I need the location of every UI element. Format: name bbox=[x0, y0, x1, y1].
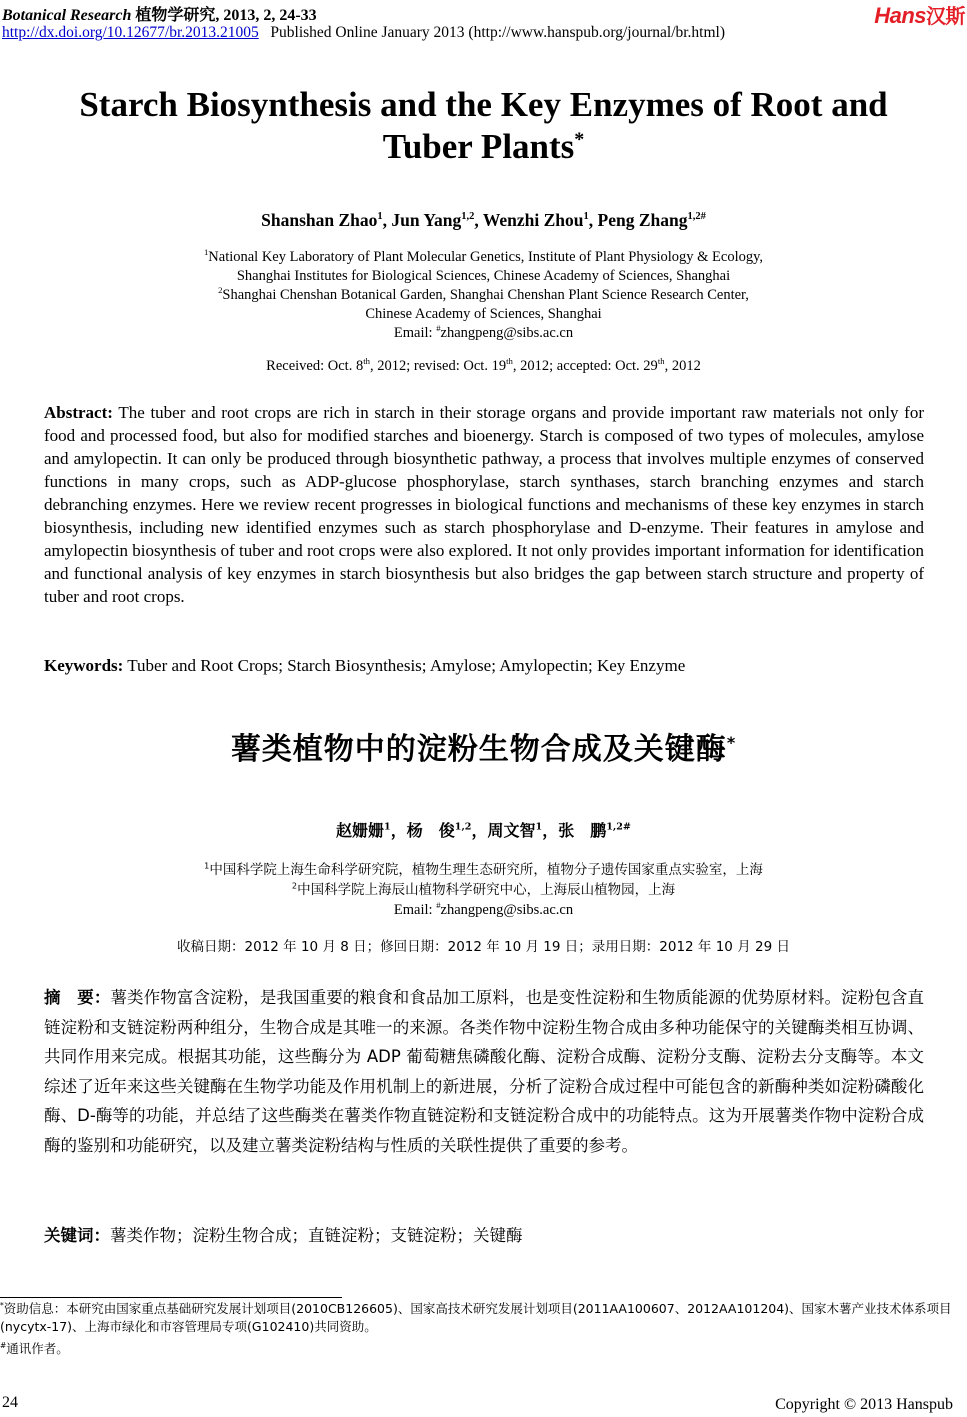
footnote-mark: # bbox=[0, 1340, 7, 1350]
author-separator: ， bbox=[542, 821, 559, 840]
email-label: Email: bbox=[393, 325, 437, 341]
author: Wenzhi Zhou bbox=[482, 210, 584, 230]
affil-2-line1: Shanghai Chenshan Botanical Garden, Shanghai Chenshan Plant Science Research Center, bbox=[222, 287, 749, 303]
author-affil-sup: 1 bbox=[535, 821, 543, 833]
author-affil-sup: 1 bbox=[377, 211, 383, 223]
email-sup: # bbox=[436, 323, 441, 334]
revised-date: , 2012; revised: Oct. 19 bbox=[369, 358, 507, 374]
author-cn: 赵姗姗 bbox=[336, 821, 385, 840]
published-online: Published Online January 2013 (http://www.hanspub.org/journal/br.html) bbox=[270, 24, 726, 41]
affil-sup: 2 bbox=[291, 880, 298, 891]
doi-line bbox=[2, 24, 725, 42]
abstract-cn bbox=[44, 983, 924, 1160]
abstract-en bbox=[44, 401, 924, 608]
author-separator: , bbox=[474, 210, 483, 230]
affil-sup: 1 bbox=[203, 247, 209, 258]
keywords-text: Tuber and Root Crops; Starch Biosynthesis; Amylose; Amylopectin; Key Enzyme bbox=[123, 656, 686, 675]
email-address[interactable]: zhangpeng@sibs.ac.cn bbox=[440, 902, 574, 918]
affil-sup: 1 bbox=[204, 860, 210, 871]
title-cn-footnote-mark: * bbox=[726, 733, 737, 752]
author-cn: 周文智 bbox=[487, 821, 536, 840]
email-label: Email: bbox=[393, 902, 437, 918]
abstract-text: The tuber and root crops are rich in starch in their storage organs and provide important raw materials not only for food and processed food, but also for modified starches and bioenergy. Starch is composed of two types of molecules, amylose and amylopectin. It can only be produced through biosynthetic pathway, a process that involves multiple enzymes of conserved functions in many crops, such as ADP-glucose phosphorylase, starch synthases, starch branching enzymes and starch debranching enzymes. Here we review recent progresses in biological functions and mechanisms of these key enzymes in starch biosynthesis, including new identified enzymes such as starch phosphorylase and D-enzyme. Their features in amylose and amylopectin biosynthesis of tuber and root crops were also explored. It not only provides important information for identification and functional analysis of key enzymes in starch biosynthesis but also bridges the gap between starch structure and property of tuber and root crops. bbox=[44, 403, 925, 606]
author-cn: 杨 俊 bbox=[406, 821, 455, 840]
journal-name-en: Botanical Research bbox=[2, 7, 132, 24]
dates-cn: 收稿日期：2012 年 10 月 8 日；修回日期：2012 年 10 月 19 日；录用日期：2012 年 10 月 29 日 bbox=[177, 939, 790, 955]
author-affil-sup: 1,2# bbox=[606, 821, 631, 833]
footnote-mark: * bbox=[0, 1300, 4, 1310]
logo-en: Hans bbox=[874, 3, 926, 28]
author-separator: , bbox=[588, 210, 598, 230]
title-en-footnote-mark: * bbox=[574, 128, 585, 151]
footnote-divider bbox=[0, 1297, 342, 1298]
title-cn-text: 薯类植物中的淀粉生物合成及关键酶 bbox=[230, 732, 727, 767]
author-cn: 张 鹏 bbox=[558, 821, 607, 840]
accepted-date: , 2012; accepted: Oct. 29 bbox=[512, 358, 658, 374]
abstract-label: Abstract: bbox=[44, 403, 113, 422]
keywords-cn-label: 关键词： bbox=[44, 1226, 110, 1245]
title-en-line1: Starch Biosynthesis and the Key Enzymes of Root and bbox=[79, 85, 888, 124]
email-address[interactable]: zhangpeng@sibs.ac.cn bbox=[440, 325, 574, 341]
author: Jun Yang bbox=[391, 210, 462, 230]
author-separator: ， bbox=[390, 821, 407, 840]
author-separator: ， bbox=[471, 821, 488, 840]
logo-cn: 汉斯 bbox=[926, 6, 965, 28]
keywords-cn bbox=[44, 1221, 924, 1251]
authors-en bbox=[0, 210, 967, 231]
copyright: Copyright © 2013 Hanspub bbox=[775, 1396, 953, 1413]
abstract-cn-text: 薯类作物富含淀粉，是我国重要的粮食和食品加工原料，也是变性淀粉和生物质能源的优势原材料。淀粉包含直链淀粉和支链淀粉两种组分，生物合成是其唯一的来源。各类作物中淀粉生物合成由多种功能保守的关键酶类相互协调、共同作用来完成。根据其功能，这些酶分为 ADP 葡萄糖焦磷酸化酶、淀粉合成酶、淀粉分支酶、淀粉去分支酶等。本文综述了近年来这些关键酶在生物学功能及作用机制上的新进展，分析了淀粉合成过程中可能包含的新酶种类如淀粉磷酸化酶、D-酶等的功能，并总结了这些酶类在薯类作物直链淀粉和支链淀粉合成中的功能特点。这为开展薯类作物中淀粉合成酶的鉴别和功能研究，以及建立薯类淀粉结构与性质的关联性提供了重要的参考。 bbox=[44, 988, 925, 1155]
author: Shanshan Zhao bbox=[261, 210, 378, 230]
title-en bbox=[0, 84, 967, 168]
affil-1-line2: Shanghai Institutes for Biological Sciences, Chinese Academy of Sciences, Shanghai bbox=[236, 268, 731, 284]
title-cn bbox=[0, 724, 967, 768]
journal-header bbox=[2, 2, 317, 25]
journal-name-cn-issue: 植物学研究, 2013, 2, 24-33 bbox=[131, 7, 317, 24]
author-affil-sup: 1 bbox=[583, 211, 589, 223]
affil-sup: 2 bbox=[218, 285, 223, 296]
authors-cn bbox=[0, 818, 967, 841]
ordinal-sup: th bbox=[506, 356, 513, 367]
author-affil-sup: 1,2# bbox=[687, 211, 706, 223]
affil-cn-2: 中国科学院上海辰山植物科学研究中心，上海辰山植物园，上海 bbox=[297, 882, 676, 898]
footnote-funding-text: 资助信息：本研究由国家重点基础研究发展计划项目(2010CB126605)、国家高技术研究发展计划项目(2011AA100607、2012AA101204)、国家木薯产业技术体系项目(nycytx-17)、上海市绿化和市容管理局专项(G102410)共同资助。 bbox=[0, 1301, 952, 1334]
author: Peng Zhang bbox=[597, 210, 688, 230]
affil-cn-1: 中国科学院上海生命科学研究院，植物生理生态研究所，植物分子遗传国家重点实验室，上海 bbox=[209, 862, 763, 878]
page-number: 24 bbox=[2, 1394, 18, 1411]
title-en-line2: Tuber Plants bbox=[382, 127, 575, 166]
affiliations-en bbox=[0, 248, 967, 343]
accepted-year: , 2012 bbox=[664, 358, 701, 374]
dates-en bbox=[0, 358, 967, 375]
ordinal-sup: th bbox=[657, 356, 665, 367]
email-sup: # bbox=[436, 900, 441, 911]
author-separator: , bbox=[382, 210, 392, 230]
footnote-funding bbox=[0, 1300, 967, 1336]
abstract-cn-label: 摘 要： bbox=[44, 988, 111, 1007]
footnote-corresponding-text: 通讯作者。 bbox=[6, 1341, 69, 1356]
author-affil-sup: 1 bbox=[384, 821, 391, 833]
doi-link[interactable]: http://dx.doi.org/10.12677/br.2013.21005 bbox=[2, 24, 259, 41]
keywords-label: Keywords: bbox=[44, 656, 124, 675]
keywords-en bbox=[44, 654, 924, 677]
received-date: Received: Oct. 8 bbox=[266, 358, 364, 374]
affiliations-cn bbox=[0, 860, 967, 920]
hans-logo bbox=[874, 0, 965, 29]
author-affil-sup: 1,2 bbox=[461, 211, 475, 223]
affil-1-line1: National Key Laboratory of Plant Molecular Genetics, Institute of Plant Physiology & Ecology, bbox=[208, 249, 764, 265]
affil-2-line2: Chinese Academy of Sciences, Shanghai bbox=[365, 306, 602, 322]
author-affil-sup: 1,2 bbox=[454, 821, 472, 833]
keywords-cn-text: 薯类作物；淀粉生物合成；直链淀粉；支链淀粉；关键酶 bbox=[110, 1226, 523, 1245]
footnote-corresponding bbox=[0, 1340, 967, 1358]
ordinal-sup: th bbox=[363, 356, 370, 367]
